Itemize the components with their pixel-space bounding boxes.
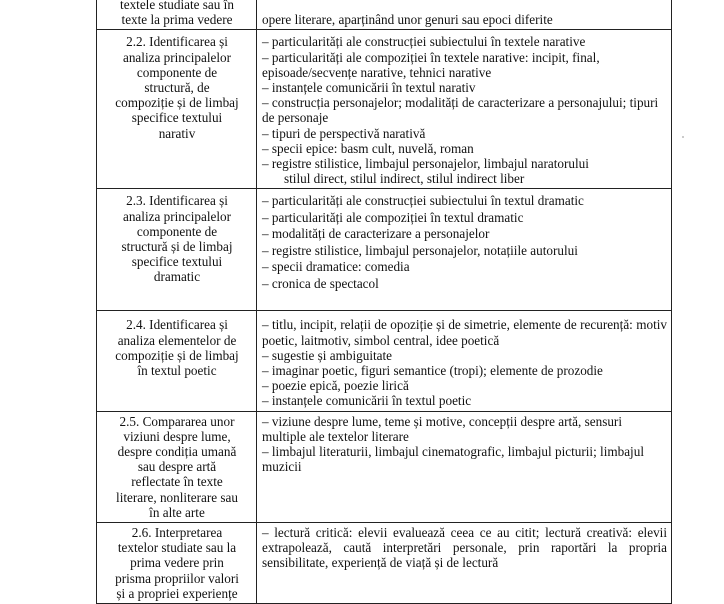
competence-line: 2.4. Identificarea și: [126, 317, 228, 333]
competence-cell: [97, 523, 257, 604]
content-cell: [257, 311, 672, 411]
content-item: opere literare, aparținând unor genuri sau epoci diferite: [262, 12, 553, 28]
competence-line: prisma propriilor valori: [115, 570, 239, 586]
competence-line: 2.5. Compararea unor: [119, 413, 235, 429]
competence-line: narativ: [158, 125, 196, 141]
competence-line: în textul poetic: [137, 363, 217, 379]
competence-line: despre condiția umană: [117, 444, 237, 460]
competence-cell: [97, 30, 257, 189]
competence-line: 2.2. Identificarea și: [126, 34, 228, 50]
competence-line: texte la prima vedere: [121, 12, 233, 28]
content-item: – instanțele comunicării în textul narativ: [262, 80, 476, 96]
table-row: [97, 311, 672, 411]
content-item: – viziune despre lume, teme și motive, concepții despre artă, sensuri multiple ale textelor literare: [262, 413, 622, 444]
competence-line: în alte arte: [149, 504, 205, 520]
content-item: – particularități ale construcției subiectului în textele narative: [262, 34, 586, 50]
content-item: – cronica de spectacol: [262, 275, 379, 291]
content-item: – registre stilistice, limbajul personajelor, limbajul naratorului: [262, 156, 589, 172]
competence-line: componente de: [136, 64, 218, 80]
content-cell: [257, 189, 672, 311]
competence-line: analiza principalelor: [122, 49, 231, 65]
competence-line: analiza elementelor de: [117, 332, 237, 348]
competence-line: specifice textului: [131, 254, 223, 270]
content-cell: [257, 30, 672, 189]
content-item: – specii epice: basm cult, nuvelă, roman: [262, 140, 474, 156]
competence-line: compoziție și de limbaj: [115, 95, 239, 111]
competence-line: analiza principalelor: [122, 208, 231, 224]
competence-line: reflectate în texte: [131, 474, 223, 490]
competence-line: dramatic: [153, 269, 201, 285]
competence-line: structură și de limbaj: [121, 239, 233, 255]
competence-cell: [97, 189, 257, 311]
scan-speck: [682, 136, 684, 138]
competence-cell: [97, 0, 257, 30]
content-cell: [257, 411, 672, 522]
content-item: – particularități ale compoziției în textele narative: incipit, final, episoade/secvențe narative, tehnici narative: [262, 49, 600, 80]
competence-cell: [97, 411, 257, 522]
content-item: – poezie epică, poezie lirică: [262, 378, 409, 394]
content-item: – limbajul literaturii, limbajul cinematografic, limbajul picturii; limbajul muzicii: [262, 444, 644, 475]
competence-line: textele studiate sau în: [120, 0, 234, 12]
competence-cell: [97, 311, 257, 411]
content-cell: [257, 0, 672, 30]
competence-line: 2.6. Interpretarea: [131, 525, 223, 541]
content-item: – titlu, incipit, relații de opoziție și de simetrie, elemente de recurență: motiv poetic, laitmotiv, simbol central, idee poetică: [262, 317, 667, 348]
content-item: – construcția personajelor; modalități de caracterizare a personajului; tipuri de personaje: [262, 95, 659, 126]
table-row: [97, 523, 672, 604]
content-item: – instanțele comunicării în textul poetic: [262, 393, 472, 409]
competence-line: compoziție și de limbaj: [115, 347, 239, 363]
content-item: – registre stilistice, limbajul personajelor, notațiile autorului: [262, 242, 578, 258]
content-item: – particularități ale construcției subiectului în textul dramatic: [262, 193, 584, 209]
content-item-continuation: stilul direct, stilul indirect, stilul indirect liber: [284, 171, 525, 187]
content-item: – modalități de caracterizare a personajelor: [262, 226, 490, 242]
content-item: – particularități ale compoziției în textul dramatic: [262, 209, 524, 225]
content-item: – tipuri de perspectivă narativă: [262, 125, 426, 141]
content-item: – specii dramatice: comedia: [262, 259, 410, 275]
competence-line: specifice textului: [131, 110, 223, 126]
competence-line: componente de: [136, 223, 218, 239]
content-item: – lectură critică: elevii evaluează ceea ce au citit; lectură creativă: elevii extrapolează, caută interpretări personale, prin raportări la propria sensibilitate, experiență de viață și de lectură: [262, 525, 667, 571]
competence-line: textelor studiate sau la: [117, 540, 237, 556]
competence-line: sau despre artă: [137, 459, 217, 475]
competence-line: prima vedere prin: [130, 555, 224, 571]
competence-line: 2.3. Identificarea și: [126, 193, 228, 209]
curriculum-table: [96, 0, 672, 604]
content-item: – sugestie și ambiguitate: [262, 347, 393, 363]
content-cell: [257, 523, 672, 604]
competence-line: și a propriei experiențe: [116, 585, 238, 601]
competence-line: structură, de: [144, 80, 210, 96]
competence-line: literare, nonliterare sau: [116, 489, 238, 505]
competence-line: viziuni despre lume,: [123, 428, 231, 444]
table-row: [97, 30, 672, 189]
table-row: [97, 0, 672, 30]
table-row: [97, 411, 672, 522]
table-row: [97, 189, 672, 311]
content-item: – imaginar poetic, figuri semantice (tropi); elemente de prozodie: [262, 363, 603, 379]
